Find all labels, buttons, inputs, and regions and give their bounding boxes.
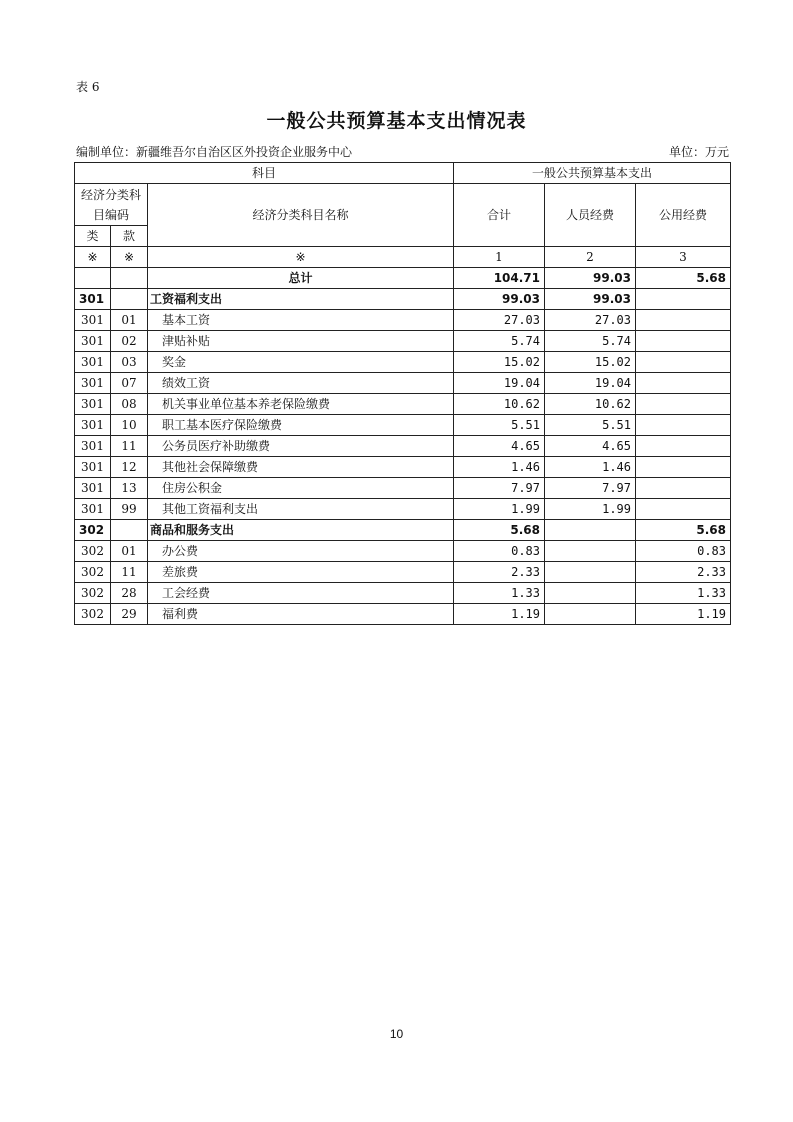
- row-item: 11: [111, 436, 148, 457]
- row-public: 0.83: [636, 541, 731, 562]
- row-public: [636, 415, 731, 436]
- row-personnel: [545, 541, 636, 562]
- row-name: 商品和服务支出: [148, 520, 454, 541]
- row-personnel: [545, 562, 636, 583]
- table-row: [75, 373, 731, 394]
- table-row: [75, 562, 731, 583]
- row-type: 301: [75, 373, 111, 394]
- row-total: 1.19: [454, 604, 545, 625]
- header-public: 公用经费: [636, 184, 731, 247]
- row-personnel: [545, 583, 636, 604]
- table-row: [75, 457, 731, 478]
- row-public: [636, 289, 731, 310]
- row-total: 1.33: [454, 583, 545, 604]
- row-item: [111, 520, 148, 541]
- row-item: 13: [111, 478, 148, 499]
- row-type: 301: [75, 499, 111, 520]
- row-total: 2.33: [454, 562, 545, 583]
- row-personnel: 4.65: [545, 436, 636, 457]
- row-name: 其他社会保障缴费: [148, 457, 454, 478]
- row-personnel: 1.99: [545, 499, 636, 520]
- table-row: [75, 289, 731, 310]
- row-total: 5.68: [454, 520, 545, 541]
- row-public: [636, 499, 731, 520]
- row-item: 11: [111, 562, 148, 583]
- header-type: 类: [75, 226, 111, 247]
- row-item: 03: [111, 352, 148, 373]
- row-type: 301: [75, 289, 111, 310]
- row-personnel: 5.74: [545, 331, 636, 352]
- row-public: 5.68: [636, 520, 731, 541]
- page-title: 一般公共预算基本支出情况表: [266, 110, 527, 132]
- row-public: [636, 394, 731, 415]
- header-row-1: [75, 163, 731, 184]
- row-public: [636, 457, 731, 478]
- row-total: 4.65: [454, 436, 545, 457]
- row-name: 公务员医疗补助缴费: [148, 436, 454, 457]
- totals-type: [75, 268, 111, 289]
- row-name: 差旅费: [148, 562, 454, 583]
- row-total: 1.99: [454, 499, 545, 520]
- table-row: [75, 604, 731, 625]
- row-name: 津贴补贴: [148, 331, 454, 352]
- row-type: 301: [75, 436, 111, 457]
- row-public: [636, 373, 731, 394]
- compiling-unit: 编制单位：新疆维吾尔自治区区外投资企业服务中心: [76, 145, 353, 159]
- row-item: 08: [111, 394, 148, 415]
- row-name: 福利费: [148, 604, 454, 625]
- row-personnel: [545, 604, 636, 625]
- row-type: 302: [75, 583, 111, 604]
- row-item: 07: [111, 373, 148, 394]
- row-item: 10: [111, 415, 148, 436]
- row-item: 01: [111, 310, 148, 331]
- row-type: 302: [75, 562, 111, 583]
- row-personnel: 5.51: [545, 415, 636, 436]
- row-item: 01: [111, 541, 148, 562]
- table-row: [75, 541, 731, 562]
- row-public: [636, 436, 731, 457]
- row-type: 301: [75, 478, 111, 499]
- row-item: 28: [111, 583, 148, 604]
- row-personnel: [545, 520, 636, 541]
- row-type: 302: [75, 604, 111, 625]
- expenditure-table: [74, 162, 731, 625]
- table-row: [75, 394, 731, 415]
- header-row-2: [75, 184, 731, 226]
- header-name: 经济分类科目名称: [148, 184, 454, 247]
- row-total: 5.51: [454, 415, 545, 436]
- row-name: 其他工资福利支出: [148, 499, 454, 520]
- table-row: [75, 310, 731, 331]
- mark-type: ※: [75, 247, 111, 268]
- table-row: [75, 499, 731, 520]
- table-row: [75, 352, 731, 373]
- col-index-3: 3: [636, 247, 731, 268]
- row-personnel: 99.03: [545, 289, 636, 310]
- row-name: 工资福利支出: [148, 289, 454, 310]
- header-expense-group: 一般公共预算基本支出: [454, 163, 731, 184]
- header-subject: 科目: [75, 163, 454, 184]
- row-total: 7.97: [454, 478, 545, 499]
- header-code-group: 经济分类科目编码: [75, 184, 148, 226]
- row-total: 99.03: [454, 289, 545, 310]
- table-row: [75, 583, 731, 604]
- mark-name: ※: [148, 247, 454, 268]
- row-name: 绩效工资: [148, 373, 454, 394]
- row-personnel: 19.04: [545, 373, 636, 394]
- col-index-2: 2: [545, 247, 636, 268]
- row-item: 12: [111, 457, 148, 478]
- row-type: 302: [75, 541, 111, 562]
- row-item: [111, 289, 148, 310]
- row-type: 301: [75, 310, 111, 331]
- totals-item: [111, 268, 148, 289]
- row-type: 301: [75, 415, 111, 436]
- row-type: 301: [75, 352, 111, 373]
- row-name: 办公费: [148, 541, 454, 562]
- row-type: 301: [75, 394, 111, 415]
- row-item: 99: [111, 499, 148, 520]
- row-name: 奖金: [148, 352, 454, 373]
- header-row-4: [75, 247, 731, 268]
- mark-item: ※: [111, 247, 148, 268]
- totals-total: 104.71: [454, 268, 545, 289]
- row-public: [636, 478, 731, 499]
- totals-label: 总计: [148, 268, 454, 289]
- row-type: 301: [75, 331, 111, 352]
- row-name: 职工基本医疗保险缴费: [148, 415, 454, 436]
- row-public: [636, 352, 731, 373]
- row-personnel: 27.03: [545, 310, 636, 331]
- row-type: 302: [75, 520, 111, 541]
- table-number: 表 6: [76, 80, 100, 94]
- row-name: 住房公积金: [148, 478, 454, 499]
- table-row: [75, 331, 731, 352]
- table-row: [75, 478, 731, 499]
- table-row: [75, 415, 731, 436]
- header-personnel: 人员经费: [545, 184, 636, 247]
- header-item: 款: [111, 226, 148, 247]
- row-type: 301: [75, 457, 111, 478]
- col-index-1: 1: [454, 247, 545, 268]
- row-personnel: 7.97: [545, 478, 636, 499]
- row-total: 10.62: [454, 394, 545, 415]
- row-item: 29: [111, 604, 148, 625]
- row-total: 0.83: [454, 541, 545, 562]
- row-total: 19.04: [454, 373, 545, 394]
- totals-personnel: 99.03: [545, 268, 636, 289]
- row-total: 15.02: [454, 352, 545, 373]
- row-total: 5.74: [454, 331, 545, 352]
- table-row: [75, 520, 731, 541]
- row-total: 1.46: [454, 457, 545, 478]
- page-number: 10: [389, 1027, 404, 1041]
- row-name: 基本工资: [148, 310, 454, 331]
- header-total: 合计: [454, 184, 545, 247]
- totals-row: [75, 268, 731, 289]
- currency-unit: 单位：万元: [668, 145, 729, 159]
- row-public: [636, 310, 731, 331]
- row-name: 机关事业单位基本养老保险缴费: [148, 394, 454, 415]
- row-item: 02: [111, 331, 148, 352]
- row-public: 1.33: [636, 583, 731, 604]
- table-row: [75, 436, 731, 457]
- row-personnel: 1.46: [545, 457, 636, 478]
- row-public: 1.19: [636, 604, 731, 625]
- totals-public: 5.68: [636, 268, 731, 289]
- row-public: 2.33: [636, 562, 731, 583]
- row-personnel: 10.62: [545, 394, 636, 415]
- row-total: 27.03: [454, 310, 545, 331]
- row-personnel: 15.02: [545, 352, 636, 373]
- row-name: 工会经费: [148, 583, 454, 604]
- row-public: [636, 331, 731, 352]
